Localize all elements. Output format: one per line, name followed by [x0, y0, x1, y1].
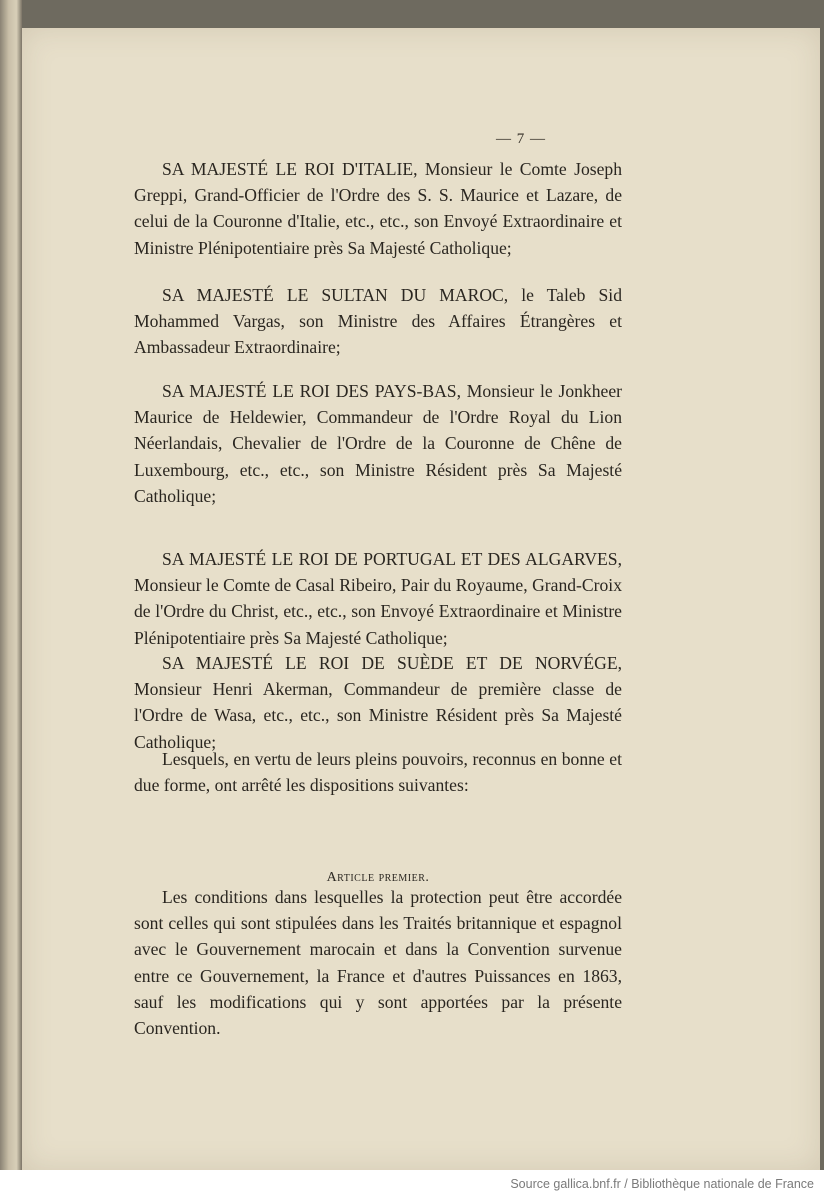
- paragraph-sweden-norway: SA MAJESTÉ LE ROI DE SUÈDE ET DE NORVÉGE, Monsieur Henri Akerman, Commandeur de première classe de l'Ordre de Wasa, etc., etc., son Ministre Résident près Sa Majesté Catholique;: [134, 653, 622, 752]
- paragraph-portugal: SA MAJESTÉ LE ROI DE PORTUGAL ET DES ALGARVES, Monsieur le Comte de Casal Ribeiro, Pair du Royaume, Grand-Croix de l'Ordre du Christ, etc., etc., son Envoyé Extraordinaire et Ministre Plénipotentiaire près Sa Majesté Catholique;: [134, 549, 622, 648]
- paragraph-article-premier: Les conditions dans lesquelles la protection peut être accordée sont celles qui sont stipulées dans les Traités britannique et espagnol avec le Gouvernement marocain et dans la Convention survenue entre ce Gouvernement, la France et d'autres Puissances en 1863, sauf les modifications qui y sont apportées par la présente Convention.: [134, 887, 622, 1039]
- page-number: — 7 —: [496, 131, 546, 147]
- paragraph-morocco: SA MAJESTÉ LE SULTAN DU MAROC, le Taleb Sid Mohammed Vargas, son Ministre des Affaires Étrangères et Ambassadeur Extraordinaire;: [134, 285, 622, 358]
- footer-bar: [0, 1170, 824, 1200]
- paragraph-italy: SA MAJESTÉ LE ROI D'ITALIE, Monsieur le Comte Joseph Greppi, Grand-Officier de l'Ordre des S. S. Maurice et Lazare, de celui de la Couronne d'Italie, etc., etc., son Envoyé Extraordinaire et Ministre Plénipotentiaire près Sa Majesté Catholique;: [134, 159, 622, 258]
- document-page: [22, 28, 820, 1170]
- previous-page-edge: [0, 0, 22, 1170]
- paragraph-netherlands: SA MAJESTÉ LE ROI DES PAYS-BAS, Monsieur le Jonkheer Maurice de Heldewier, Commandeur de l'Ordre Royal du Lion Néerlandais, Chevalier de l'Ordre de la Couronne de Chêne de Luxembourg, etc., etc., son Ministre Résident près Sa Majesté Catholique;: [134, 381, 622, 506]
- paragraph-lesquels: Lesquels, en vertu de leurs pleins pouvoirs, reconnus en bonne et due forme, ont arrêté les dispositions suivantes:: [134, 749, 622, 796]
- article-heading: Article premier.: [326, 870, 430, 885]
- source-credit: Source gallica.bnf.fr / Bibliothèque nationale de France: [510, 1177, 814, 1191]
